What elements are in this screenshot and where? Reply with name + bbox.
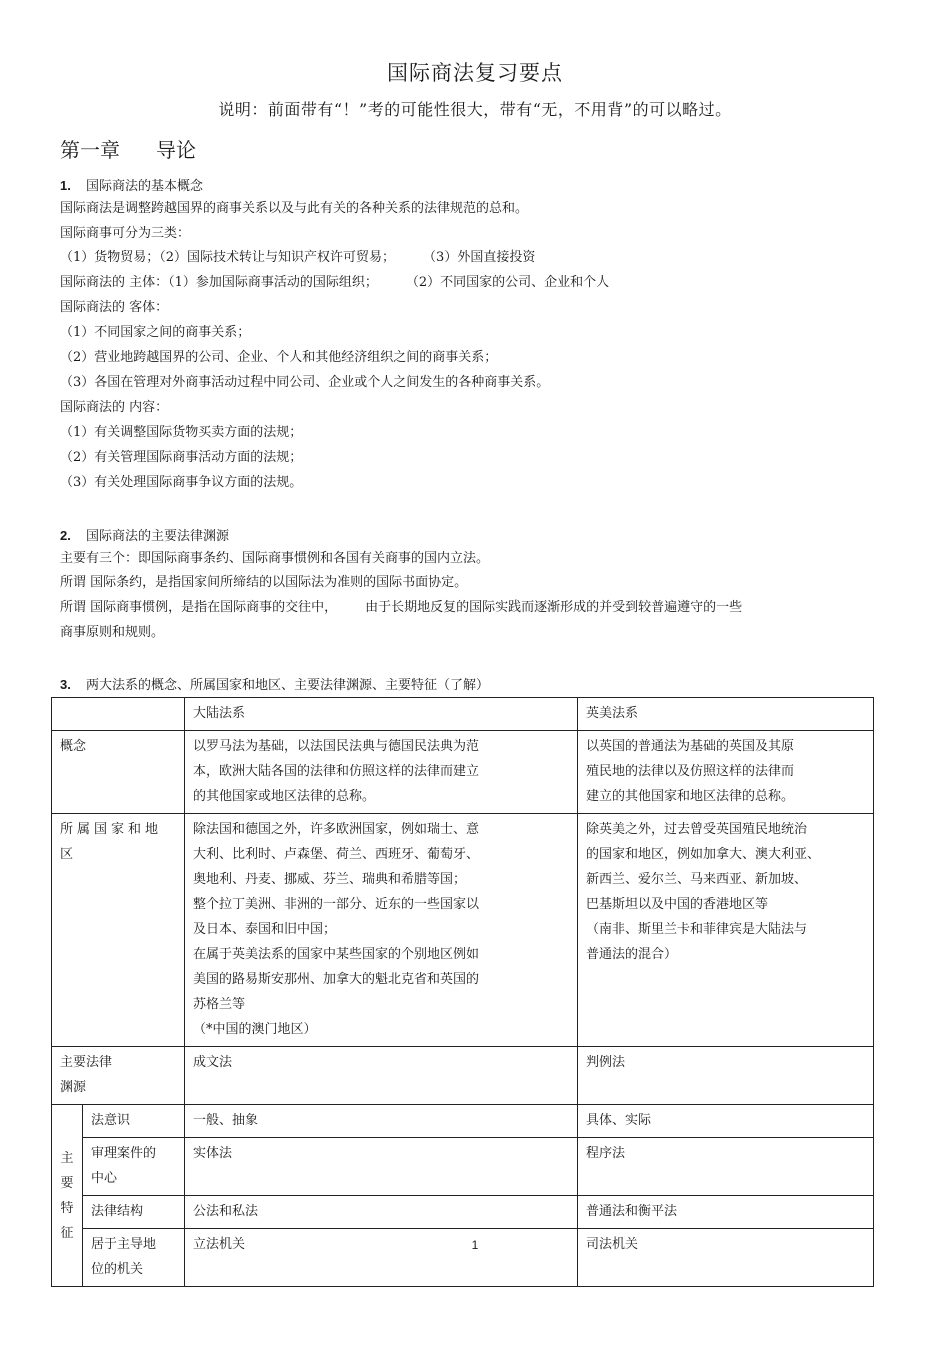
feature-3-continental: 公法和私法 (185, 1196, 578, 1229)
s2-line-1: 主要有三个：即国际商事条约、国际商事惯例和各国有关商事的国内立法。 (60, 551, 490, 566)
s1-line-12: （3）有关处理国际商事争议方面的法规。 (60, 475, 303, 490)
chapter-label: 第一章 (60, 138, 120, 162)
cell-line: 本，欧洲大陆各国的法律和仿照这样的法律而建立 (193, 764, 480, 779)
s1-line-3b: （3）外国直接投资 (423, 250, 536, 265)
feature-2-continental: 实体法 (185, 1138, 578, 1196)
cell-line: 要 (60, 1175, 74, 1191)
region-continental (185, 814, 578, 1047)
s2-line-3b: 由于长期地反复的国际实践而逐渐形成的并受到较普遍遵守的一些 (365, 600, 743, 615)
s2-line-3 (60, 600, 742, 616)
concept-continental (185, 731, 578, 814)
section-3-title: 两大法系的概念、所属国家和地区、主要法律渊源、主要特征（了解） (86, 678, 490, 693)
s1-line-3a: （1）货物贸易；（2）国际技术转让与知识产权许可贸易； (60, 250, 396, 265)
section-2-number: 2. (60, 528, 71, 543)
feature-2-label (83, 1138, 185, 1196)
header-continental: 大陆法系 (185, 698, 578, 731)
cell-line: 特 (60, 1200, 74, 1216)
source-continental: 成文法 (185, 1047, 578, 1105)
table-row-feature-2 (52, 1138, 874, 1196)
section-2-title: 国际商法的主要法律渊源 (86, 529, 230, 544)
cell-line: 所属国家和地 (60, 822, 163, 837)
s1-line-9: 国际商法的 内容： (60, 400, 169, 415)
legal-systems-table (51, 697, 874, 1287)
cell-line: 渊源 (60, 1080, 87, 1095)
cell-line: 主要法律 (60, 1055, 113, 1070)
cell-line: 的其他国家或地区法律的总称。 (193, 789, 376, 804)
feature-2-common: 程序法 (578, 1138, 874, 1196)
header-common: 英美法系 (578, 698, 874, 731)
cell-line: 巴基斯坦以及中国的香港地区等 (586, 897, 769, 912)
table-row-concept (52, 731, 874, 814)
source-label (52, 1047, 185, 1105)
s1-line-5: 国际商法的 客体： (60, 300, 169, 315)
cell-line: 殖民地的法律以及仿照这样的法律而 (586, 764, 795, 779)
s1-line-8: （3）各国在管理对外商事活动过程中同公司、企业或个人之间发生的各种商事关系。 (60, 375, 550, 390)
cell-line: 审理案件的 (91, 1146, 157, 1161)
feature-1-label: 法意识 (83, 1105, 185, 1138)
s1-line-10: （1）有关调整国际货物买卖方面的法规； (60, 425, 303, 440)
cell-line: 整个拉丁美洲、非洲的一部分、近东的一些国家以 (193, 897, 480, 912)
s1-line-7: （2）营业地跨越国界的公司、企业、个人和其他经济组织之间的商事关系； (60, 350, 498, 365)
feature-1-common: 具体、实际 (578, 1105, 874, 1138)
section-1-heading (60, 178, 203, 195)
cell-line: 苏格兰等 (193, 997, 246, 1012)
table-row-source (52, 1047, 874, 1105)
s1-line-4a: 国际商法的 主体：（1）参加国际商事活动的国际组织； (60, 275, 378, 290)
cell-line: 以英国的普通法为基础的英国及其原 (586, 739, 795, 754)
cell-line: 以罗马法为基础，以法国民法典与德国民法典为范 (193, 739, 480, 754)
cell-line: 美国的路易斯安那州、加拿大的魁北克省和英国的 (193, 972, 480, 987)
feature-3-common: 普通法和衡平法 (578, 1196, 874, 1229)
s1-line-6: （1）不同国家之间的商事关系； (60, 325, 251, 340)
section-3-number: 3. (60, 677, 71, 692)
chapter-heading (60, 134, 196, 163)
region-label (52, 814, 185, 1047)
cell-line: 区 (60, 847, 78, 862)
feature-1-continental: 一般、抽象 (185, 1105, 578, 1138)
cell-line: 建立的其他国家和地区法律的总称。 (586, 789, 795, 804)
region-common (578, 814, 874, 1047)
s2-line-2: 所谓 国际条约，是指国家间所缔结的以国际法为准则的国际书面协定。 (60, 575, 468, 590)
cell-line: （南非、斯里兰卡和菲律宾是大陆法与 (586, 922, 808, 937)
table-row-feature-1 (52, 1105, 874, 1138)
section-1-title: 国际商法的基本概念 (86, 179, 204, 194)
s1-line-2: 国际商事可分为三类： (60, 226, 191, 241)
s2-line-3a: 所谓 国际商事惯例，是指在国际商事的交往中， (60, 600, 338, 615)
cell-line: 居于主导地 (91, 1237, 157, 1252)
table-row-feature-3 (52, 1196, 874, 1229)
cell-line: 的国家和地区，例如加拿大、澳大利亚、 (586, 847, 821, 862)
section-2-heading (60, 528, 229, 545)
concept-label: 概念 (52, 731, 185, 814)
cell-line: 及日本、泰国和旧中国； (193, 922, 337, 937)
cell-line: 在属于英美法系的国家中某些国家的个别地区例如 (193, 947, 480, 962)
cell-line: 奥地利、丹麦、挪威、芬兰、瑞典和希腊等国； (193, 872, 467, 887)
cell-line: 除法国和德国之外，许多欧洲国家，例如瑞士、意 (193, 822, 480, 837)
s1-line-4 (60, 275, 609, 291)
feature-4-continental: 立法机关 (185, 1229, 578, 1287)
cell-line: 新西兰、爱尔兰、马来西亚、新加坡、 (586, 872, 808, 887)
feature-4-common: 司法机关 (578, 1229, 874, 1287)
cell-line: 位的机关 (91, 1262, 144, 1277)
doc-title: 国际商法复习要点 (387, 61, 563, 85)
table-header-row (52, 698, 874, 731)
s1-line-1: 国际商法是调整跨越国界的商事关系以及与此有关的各种关系的法律规范的总和。 (60, 201, 529, 216)
cell-line: 主 (60, 1150, 74, 1166)
cell-line: 除英美之外，过去曾受英国殖民地统治 (586, 822, 808, 837)
cell-line: 中心 (91, 1171, 118, 1186)
doc-subtitle: 说明：前面带有“！”考的可能性很大，带有“无，不用背”的可以略过。 (218, 100, 732, 119)
s1-line-3 (60, 250, 535, 266)
section-1-number: 1. (60, 178, 71, 193)
source-common: 判例法 (578, 1047, 874, 1105)
cell-line: （*中国的澳门地区） (193, 1022, 317, 1037)
feature-3-label: 法律结构 (83, 1196, 185, 1229)
s1-line-4b: （2）不同国家的公司、企业和个人 (405, 275, 610, 290)
s1-line-11: （2）有关管理国际商事活动方面的法规； (60, 450, 303, 465)
cell-line: 征 (60, 1225, 74, 1241)
features-label (52, 1105, 83, 1287)
cell-line: 普通法的混合） (586, 947, 678, 962)
s2-line-4: 商事原则和规则。 (60, 625, 165, 640)
page-number: 1 (471, 1238, 479, 1252)
header-empty-cell (52, 698, 185, 731)
concept-common (578, 731, 874, 814)
section-3-heading (60, 677, 489, 694)
chapter-name: 导论 (156, 138, 196, 162)
table-row-region (52, 814, 874, 1047)
cell-line: 大利、比利时、卢森堡、荷兰、西班牙、葡萄牙、 (193, 847, 480, 862)
